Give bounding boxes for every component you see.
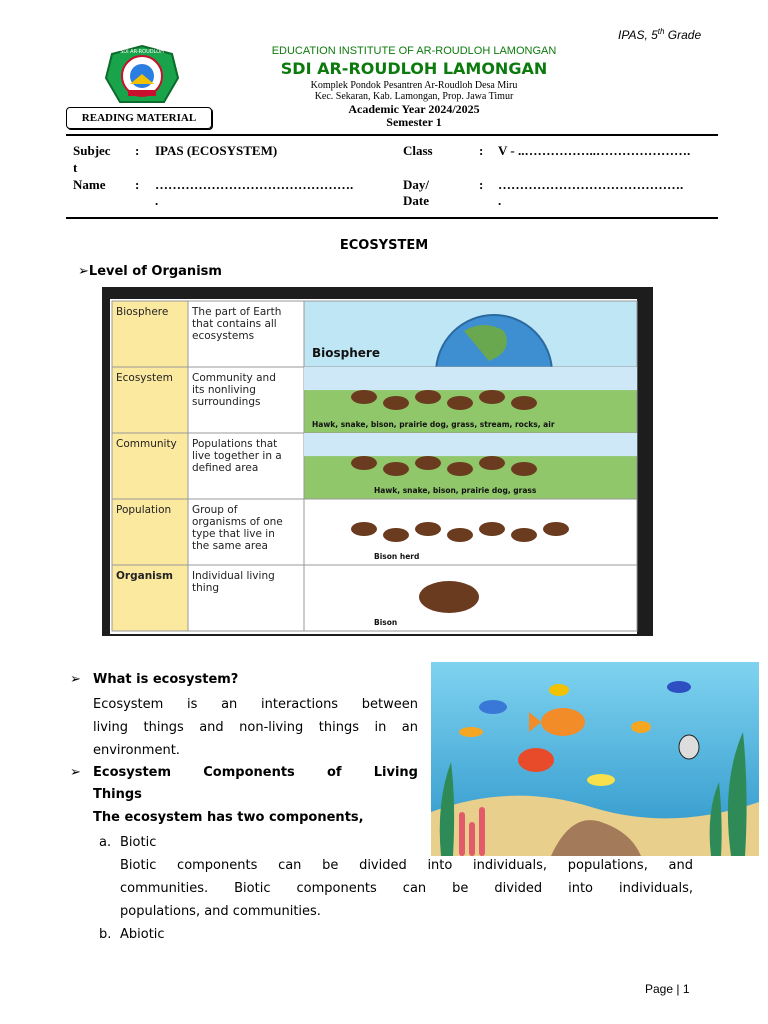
day-label: Day/ [403,177,429,192]
diagram-row [112,433,637,499]
bison-shape [415,456,441,470]
class-field[interactable]: V - ..……………..…………………. [498,143,691,158]
level-description: surroundings [192,396,261,408]
diagram-row [112,367,637,433]
name-field[interactable]: ………………………………………. [155,177,354,192]
biotic-line-1: Biotic components can be divided into individuals, populations, and [120,858,693,873]
q1-line-3: environment. [93,743,180,758]
level-description: Populations that [192,438,278,450]
name-field-end: . [155,193,159,208]
header-rule-top [66,134,718,136]
q1-line-1: Ecosystem is an interactions between [93,697,418,712]
bison-shape [351,390,377,404]
bison-shape [419,581,479,613]
q2-heading-wrap: Things [93,787,142,802]
level-description: Community and [192,372,276,384]
scene-caption: Hawk, snake, bison, prairie dog, grass, stream, rocks, air [312,420,555,429]
level-description: live together in a [192,450,282,462]
q2-intro: The ecosystem has two components, [93,810,364,825]
subject-label-wrap: t [73,160,78,175]
level-description: thing [192,582,220,594]
scene-caption: Bison [374,618,398,627]
level-description: The part of Earth [192,306,282,318]
level-label: Biosphere [116,306,169,318]
level-label: Population [116,504,172,516]
name-label: Name [73,177,106,192]
day-date-field-end: . [498,193,502,208]
grade-label: IPAS, 5th Grade [618,27,702,42]
bison-shape [511,462,537,476]
class-label: Class [403,143,433,158]
reading-material-badge: READING MATERIAL [66,107,212,129]
level-description: its nonliving [192,384,256,396]
bison-shape [351,456,377,470]
bison-shape [351,522,377,536]
semester: Semester 1 [386,115,442,129]
bullet-icon: ➢ [70,672,81,687]
address-line-2: Kec. Sekaran, Kab. Lamongan, Prop. Jawa Timur [314,91,514,102]
level-description: Individual living [192,570,275,582]
day-date-field[interactable]: ……………………………………. [498,177,684,192]
header-rule-bottom [66,217,718,219]
bison-shape [415,390,441,404]
abiotic-label: Abiotic [120,927,165,942]
diagram-row [112,565,637,631]
level-description: ecosystems [192,330,255,342]
school-name: SDI AR-ROUDLOH LAMONGAN [280,59,548,78]
academic-year: Academic Year 2024/2025 [348,102,480,116]
day-colon: : [479,177,484,192]
level-label: Ecosystem [116,372,173,384]
bison-shape [383,396,409,410]
list-marker-a: a. [99,835,112,850]
level-description: type that live in [192,528,275,540]
scene-caption: Biosphere [312,346,380,360]
class-colon: : [479,143,484,158]
bison-shape [447,528,473,542]
institution-name: EDUCATION INSTITUTE OF AR-ROUDLOH LAMONGAN [271,45,557,57]
arrow-icon: ➢ [78,264,89,279]
biotic-label: Biotic [120,835,157,850]
q2-heading: Ecosystem Components of Living [93,765,418,780]
bison-shape [543,522,569,536]
bison-shape [511,396,537,410]
list-marker-b: b. [99,927,112,942]
bison-shape [415,522,441,536]
logo-text: SDI AR-ROUDLOH [120,49,164,55]
bison-shape [511,528,537,542]
ocean-ecosystem-illustration [431,662,759,856]
level-of-organism-diagram [102,287,653,636]
level-label: Community [116,438,177,450]
subject-colon: : [135,143,140,158]
bison-shape [383,528,409,542]
bison-shape [447,462,473,476]
bison-shape [479,522,505,536]
level-description: the same area [192,540,268,552]
bison-shape [479,390,505,404]
bison-shape [447,396,473,410]
level-description: organisms of one [192,516,283,528]
date-label: Date [403,193,429,208]
page-number: Page | 1 [645,982,690,996]
biotic-line-3: populations, and communities. [120,904,321,919]
scene-caption: Hawk, snake, bison, prairie dog, grass [374,486,537,495]
name-colon: : [135,177,140,192]
level-description: that contains all [192,318,277,330]
subject-value: IPAS (ECOSYSTEM) [155,143,278,158]
page-title: ECOSYSTEM [339,238,429,253]
scene-caption: Bison herd [374,552,420,561]
biotic-line-2: communities. Biotic components can be divided into individuals, [120,881,693,896]
level-description: defined area [192,462,259,474]
address-line-1: Komplek Pondok Pesantren Ar-Roudloh Desa Miru [310,80,518,91]
level-label: Organism [116,570,173,582]
subject-label: Subjec [73,143,111,158]
diagram-row [112,499,637,565]
bullet-icon: ➢ [70,765,81,780]
q1-line-2: living things and non-living things in an [93,720,418,735]
q1-heading: What is ecosystem? [93,672,239,687]
level-description: Group of [192,504,238,516]
bison-shape [479,456,505,470]
level-heading: ➢Level of Organism [78,264,222,279]
bison-shape [383,462,409,476]
